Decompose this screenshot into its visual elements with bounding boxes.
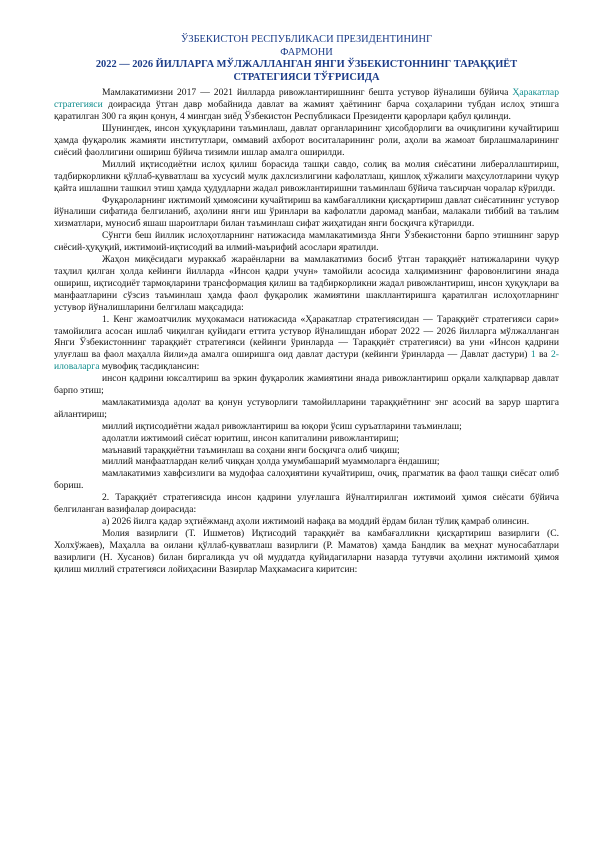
priority-item-6: миллий манфаатлардан келиб чиққан ҳолда умумбашарий муаммоларга ёндашиш;	[102, 456, 440, 468]
paragraph-8: 2. Тараққиёт стратегиясида инсон қадрини улуғлашга йўналтирилган ижтимоий ҳимоя сиёсати бўйича белгиланган вазифалар доирасида:	[54, 492, 559, 516]
paragraph-4: Фуқароларнинг ижтимоий ҳимоясини кучайтириш ва камбағалликни қисқартириш давлат сиёсатининг устувор йўналиши сифатида белгиланиб, аҳолини янги иш ўринлари ва кафолатли даромад манбаи, малакали тиббий ва таълим хизматлари, муносиб яшаш шароитлари билан таъминлаш сифат жиҳатидан янги босқичга кўтарилди.	[54, 194, 559, 230]
decree-document	[54, 34, 559, 576]
paragraph-10: Молия вазирлиги (Т. Ишметов) Иқтисодий тараққиёт ва камбағалликни қисқартириш вазирлиги (С. Холхўжаев), Маҳалла ва оилани қўллаб-қувватлаш вазирлиги (Р. Маматов) ҳамда Бандлик ва меҳнат муносабатлари вазирлиги (Н. Хусанов) билан биргаликда уч ой муддатда қуйидагиларни назарда тутувчи аҳолини ижтимоий ҳимоя қилиш миллий стратегияси лойиҳасини Вазирлар Маҳкамасига киритсин:	[54, 527, 559, 575]
paragraph-7: 1. Кенг жамоатчилик муҳокамаси натижасида «Ҳаракатлар стратегиясидан — Тараққиёт стратегияси сари» тамойилига асосан ишлаб чиқилган қуйидаги еттита устувор йўналишдан иборат 2022 — 2026 йилларга мўлжалланган Янги Ўзбекистоннинг тараққиёт стратегияси (кейинги ўринларда — Тараққиёт стратегияси) ва уни «Инсон қадрини улуғлаш ва фаол маҳалла йили»да амалга оширишга оид давлат дастури (кейинги ўринларда — Давлат дастури) 1 ва 2-иловаларга мувофиқ тасдиқлансин:	[54, 313, 559, 373]
issuer-heading: ЎЗБЕКИСТОН РЕСПУБЛИКАСИ ПРЕЗИДЕНТИНИНГ	[181, 34, 432, 45]
priority-item-7: мамлакатимиз хавфсизлиги ва мудофаа салоҳиятини кучайтириш, очиқ, прагматик ва фаол ташқи сиёсат олиб бориш.	[54, 468, 559, 492]
paragraph-3: Миллий иқтисодиётни ислоҳ қилиш борасида ташқи савдо, солиқ ва молия сиёсатини либераллаштириш, тадбиркорликни қўллаб-қувватлаш ва хусусий мулк дахлсизлигини кафолатлаш, қишлоқ хўжалиги маҳсулотларини чуқур қайта ишлашни ташкил этиш ҳамда ҳудудларни жадал ривожлантиришни таъминлаш бўйича таъсирчан чоралар кўрилди.	[54, 158, 559, 194]
paragraph-9: а) 2026 йилга қадар эҳтиёжманд аҳоли ижтимоий нафақа ва моддий ёрдам билан тўлиқ қамраб олинсин.	[102, 516, 530, 527]
paragraph-1: Мамлакатимизни 2017 — 2021 йилларда ривожлантиришнинг бешта устувор йўналиши бўйича Ҳаракатлар стратегияси доирасида ўтган давр мобайнида давлат ва жамият ҳаётининг барча соҳаларини тубдан ислоҳ этишга қаратилган 300 га яқин қонун, 4 мингдан зиёд Ўзбекистон Республикаси Президенти қарорлари қабул қилинди.	[54, 87, 559, 123]
document-title-line2: СТРАТЕГИЯСИ ТЎҒРИСИДА	[233, 71, 380, 83]
priority-item-2: мамлакатимизда адолат ва қонун устуворлиги тамойилларини тараққиётнинг энг асосий ва зарур шартига айлантириш;	[54, 396, 559, 420]
action-strategy-link[interactable]: Ҳаракатлар стратегияси	[54, 87, 559, 111]
paragraph-5: Сўнгги беш йиллик ислоҳотларнинг натижасида мамлакатимизда Янги Ўзбекистонни барпо этишнинг зарур сиёсий-ҳуқуқий, ижтимоий-иқтисодий ва илмий-маърифий асослари яратилди.	[54, 230, 559, 254]
priority-item-1: инсон қадрини юксалтириш ва эркин фуқаролик жамиятини янада ривожлантириш орқали халқпарвар давлат барпо этиш;	[54, 373, 559, 397]
priority-item-5: маънавий тараққиётни таъминлаш ва соҳани янги босқичга олиб чиқиш;	[102, 444, 400, 456]
appendix-1-link[interactable]: 1	[530, 349, 536, 361]
priority-item-3: миллий иқтисодиётни жадал ривожлантириш ва юқори ўсиш суръатларини таъминлаш;	[102, 420, 462, 432]
appendix-2-link[interactable]: 2-иловаларга	[54, 349, 559, 373]
document-title-line1: 2022 — 2026 ЙИЛЛАРГА МЎЛЖАЛЛАНГАН ЯНГИ ЎЗБЕКИСТОННИНГ ТАРАҚҚИЁТ	[95, 59, 518, 71]
paragraph-2: Шунингдек, инсон ҳуқуқларини таъминлаш, давлат органларининг ҳисобдорлиги ва очиқлигини кучайтириш ҳамда фуқаролик жамияти институтлари, оммавий ахборот воситаларининг роли, аҳоли ва жамоат бирлашмаларининг сиёсий фаоллигини ошириш бўйича тизимли ишлар амалга оширилди.	[54, 123, 559, 158]
priority-item-4: адолатли ижтимоий сиёсат юритиш, инсон капиталини ривожлантириш;	[102, 432, 399, 444]
paragraph-6: Жаҳон миқёсидаги мураккаб жараёнларни ва мамлакатимиз босиб ўтган тараққиёт натижаларини чуқур таҳлил қилган ҳолда кейинги йилларда «Инсон қадри учун» тамойили асосида халқимизнинг фаровонлигини янада ошириш, иқтисодиёт тармоқларини трансформация қилиш ва тадбиркорликни жадал ривожлантириш, инсон ҳуқуқлари ва манфаатларини сўзсиз таъминлаш ҳамда фаол фуқаролик жамиятини шакллантиришга қаратилган ислоҳотларнинг устувор йўналишларини белгилаш мақсадида:	[54, 254, 559, 313]
document-type-heading: ФАРМОНИ	[280, 46, 333, 58]
